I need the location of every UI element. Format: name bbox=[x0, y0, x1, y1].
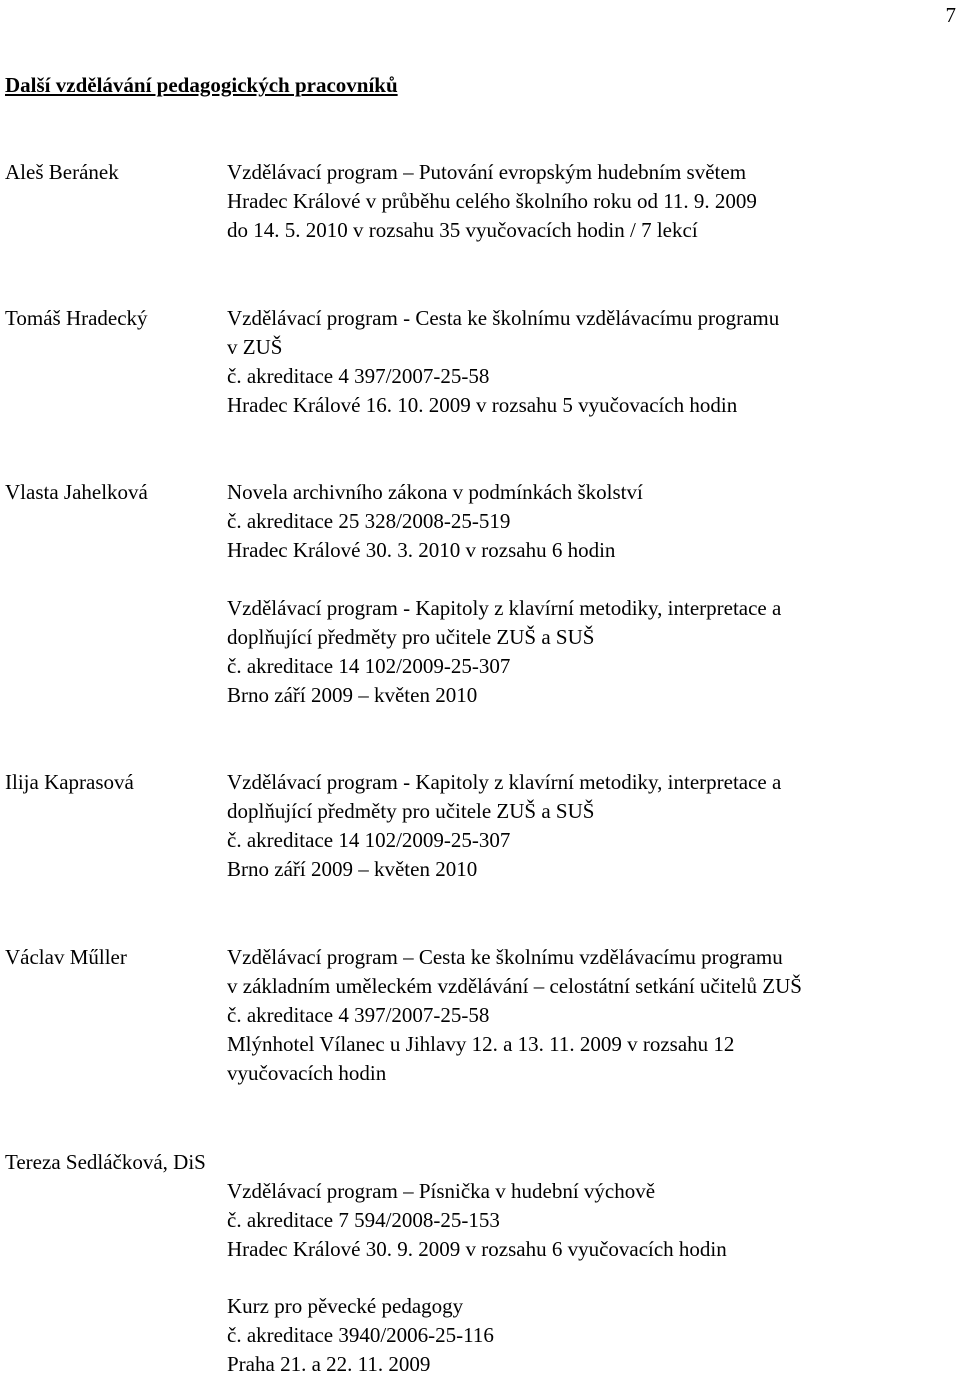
training-line: Brno září 2009 – květen 2010 bbox=[227, 683, 478, 707]
training-line: č. akreditace 7 594/2008-25-153 bbox=[227, 1208, 500, 1232]
person-name: Tomáš Hradecký bbox=[5, 306, 148, 330]
training-line: č. akreditace 14 102/2009-25-307 bbox=[227, 654, 511, 678]
training-block bbox=[227, 594, 947, 710]
page-title: Další vzdělávání pedagogických pracovníků bbox=[5, 73, 398, 97]
training-line: č. akreditace 3940/2006-25-116 bbox=[227, 1323, 494, 1347]
training-block bbox=[227, 768, 947, 884]
training-line: Novela archivního zákona v podmínkách školství bbox=[227, 480, 643, 504]
training-line: Hradec Králové v průběhu celého školního roku od 11. 9. 2009 bbox=[227, 189, 757, 213]
training-line: Vzdělávací program - Kapitoly z klavírní metodiky, interpretace a bbox=[227, 770, 782, 794]
training-line: Hradec Králové 30. 9. 2009 v rozsahu 6 vyučovacích hodin bbox=[227, 1237, 727, 1261]
training-line: v ZUŠ bbox=[227, 335, 283, 359]
training-line: Hradec Králové 30. 3. 2010 v rozsahu 6 hodin bbox=[227, 538, 616, 562]
person-name: Vlasta Jahelková bbox=[5, 480, 148, 504]
training-line: č. akreditace 4 397/2007-25-58 bbox=[227, 364, 490, 388]
training-line: vyučovacích hodin bbox=[227, 1061, 387, 1085]
training-line: Praha 21. a 22. 11. 2009 bbox=[227, 1352, 431, 1376]
page-number: 7 bbox=[945, 3, 956, 27]
training-line: Vzdělávací program - Cesta ke školnímu vzdělávacímu programu bbox=[227, 306, 780, 330]
training-block bbox=[227, 1177, 947, 1264]
training-line: č. akreditace 25 328/2008-25-519 bbox=[227, 509, 511, 533]
training-line: v základním uměleckém vzdělávání – celostátní setkání učitelů ZUŠ bbox=[227, 974, 802, 998]
training-block bbox=[227, 478, 947, 565]
training-line: Vzdělávací program – Písnička v hudební výchově bbox=[227, 1179, 656, 1203]
training-line: Hradec Králové 16. 10. 2009 v rozsahu 5 vyučovacích hodin bbox=[227, 393, 738, 417]
person-name: Tereza Sedláčková, DiS bbox=[5, 1150, 206, 1174]
training-line: Kurz pro pěvecké pedagogy bbox=[227, 1294, 464, 1318]
training-line: Vzdělávací program – Putování evropským hudebním světem bbox=[227, 160, 747, 184]
training-line: doplňující předměty pro učitele ZUŠ a SUŠ bbox=[227, 799, 595, 823]
person-name: Ilija Kaprasová bbox=[5, 770, 134, 794]
training-block bbox=[227, 158, 947, 245]
training-line: č. akreditace 4 397/2007-25-58 bbox=[227, 1003, 490, 1027]
training-block bbox=[227, 943, 947, 1088]
training-line: Brno září 2009 – květen 2010 bbox=[227, 857, 478, 881]
training-block bbox=[227, 1292, 947, 1379]
training-line: Vzdělávací program – Cesta ke školnímu vzdělávacímu programu bbox=[227, 945, 783, 969]
person-name: Václav Műller bbox=[5, 945, 127, 969]
training-line: doplňující předměty pro učitele ZUŠ a SUŠ bbox=[227, 625, 595, 649]
training-block bbox=[227, 304, 947, 420]
training-line: do 14. 5. 2010 v rozsahu 35 vyučovacích hodin / 7 lekcí bbox=[227, 218, 698, 242]
person-name: Aleš Beránek bbox=[5, 160, 119, 184]
training-line: č. akreditace 14 102/2009-25-307 bbox=[227, 828, 511, 852]
training-line: Vzdělávací program - Kapitoly z klavírní metodiky, interpretace a bbox=[227, 596, 782, 620]
training-line: Mlýnhotel Vílanec u Jihlavy 12. a 13. 11. 2009 v rozsahu 12 bbox=[227, 1032, 735, 1056]
